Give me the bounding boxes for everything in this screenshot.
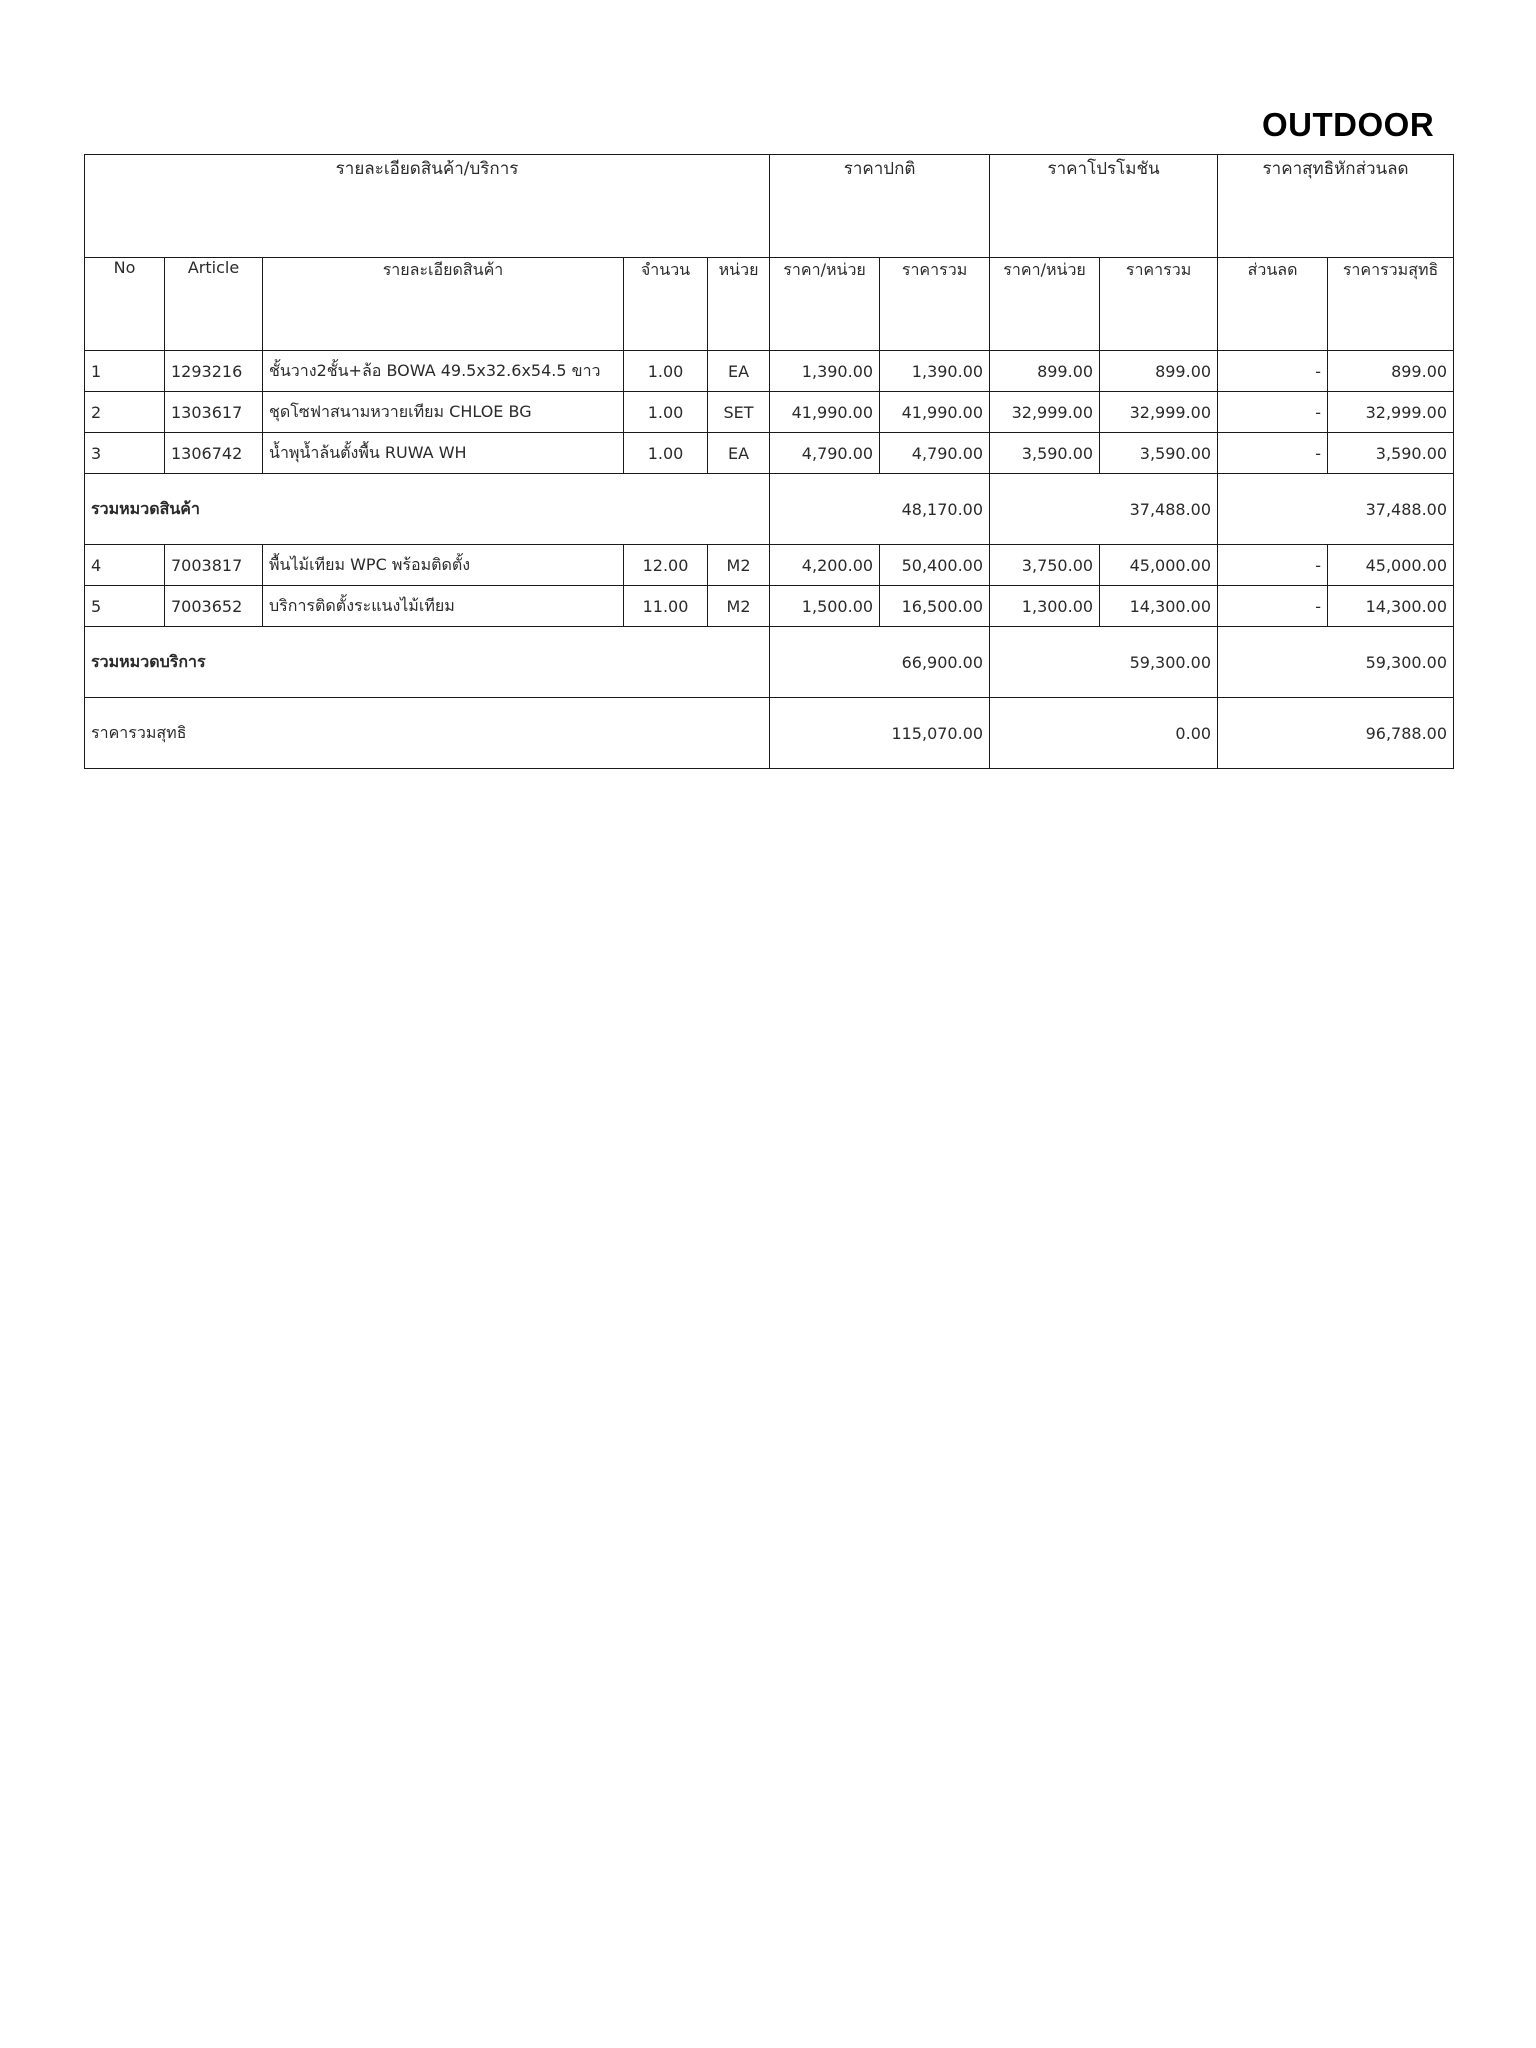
service-subtotal-row	[85, 627, 1454, 698]
cell-reg-unit-price: 1,390.00	[770, 351, 880, 392]
table-row	[85, 351, 1454, 392]
grand-total-row	[85, 698, 1454, 769]
table-row	[85, 392, 1454, 433]
cell-reg-unit-price: 1,500.00	[770, 586, 880, 627]
column-header-article: Article	[165, 258, 263, 351]
group-header-net-price: ราคาสุทธิหักส่วนลด	[1218, 155, 1454, 258]
cell-no: 1	[85, 351, 165, 392]
cell-description: ชั้นวาง2ชั้น+ล้อ BOWA 49.5x32.6x54.5 ขาว	[263, 351, 624, 392]
cell-promo-total: 14,300.00	[1100, 586, 1218, 627]
cell-qty: 1.00	[624, 392, 708, 433]
cell-unit: M2	[708, 545, 770, 586]
cell-description: บริการติดตั้งระแนงไม้เทียม	[263, 586, 624, 627]
grand-total-net-total: 96,788.00	[1218, 698, 1454, 769]
column-header-promo-unit-price: ราคา/หน่วย	[990, 258, 1100, 351]
service-subtotal-promo-total: 59,300.00	[990, 627, 1218, 698]
cell-article: 7003817	[165, 545, 263, 586]
cell-discount: -	[1218, 433, 1328, 474]
cell-reg-unit-price: 4,200.00	[770, 545, 880, 586]
cell-article: 1293216	[165, 351, 263, 392]
column-header-unit: หน่วย	[708, 258, 770, 351]
column-header-discount: ส่วนลด	[1218, 258, 1328, 351]
group-header-promo-price: ราคาโปรโมชัน	[990, 155, 1218, 258]
cell-net-total: 14,300.00	[1328, 586, 1454, 627]
cell-net-total: 32,999.00	[1328, 392, 1454, 433]
product-subtotal-promo-total: 37,488.00	[990, 474, 1218, 545]
column-header-qty: จำนวน	[624, 258, 708, 351]
cell-promo-total: 32,999.00	[1100, 392, 1218, 433]
cell-qty: 11.00	[624, 586, 708, 627]
table-row	[85, 586, 1454, 627]
cell-discount: -	[1218, 545, 1328, 586]
cell-reg-unit-price: 4,790.00	[770, 433, 880, 474]
cell-promo-unit-price: 3,590.00	[990, 433, 1100, 474]
cell-net-total: 899.00	[1328, 351, 1454, 392]
cell-promo-total: 899.00	[1100, 351, 1218, 392]
cell-no: 5	[85, 586, 165, 627]
cell-reg-unit-price: 41,990.00	[770, 392, 880, 433]
grand-total-label: ราคารวมสุทธิ	[85, 698, 770, 769]
cell-qty: 1.00	[624, 433, 708, 474]
page-title: OUTDOOR	[1262, 106, 1435, 143]
cell-unit: SET	[708, 392, 770, 433]
cell-description: น้ำพุน้ำล้นตั้งพื้น RUWA WH	[263, 433, 624, 474]
column-header-description: รายละเอียดสินค้า	[263, 258, 624, 351]
cell-no: 2	[85, 392, 165, 433]
cell-promo-unit-price: 32,999.00	[990, 392, 1100, 433]
cell-article: 1306742	[165, 433, 263, 474]
cell-promo-unit-price: 899.00	[990, 351, 1100, 392]
cell-reg-total: 16,500.00	[880, 586, 990, 627]
cell-unit: EA	[708, 351, 770, 392]
cell-no: 3	[85, 433, 165, 474]
grand-total-promo-total: 0.00	[990, 698, 1218, 769]
cell-reg-total: 4,790.00	[880, 433, 990, 474]
product-subtotal-net-total: 37,488.00	[1218, 474, 1454, 545]
cell-discount: -	[1218, 586, 1328, 627]
column-header-reg-unit-price: ราคา/หน่วย	[770, 258, 880, 351]
cell-promo-unit-price: 3,750.00	[990, 545, 1100, 586]
column-header-no: No	[85, 258, 165, 351]
cell-description: ชุดโซฟาสนามหวายเทียม CHLOE BG	[263, 392, 624, 433]
cell-promo-total: 45,000.00	[1100, 545, 1218, 586]
service-subtotal-label: รวมหมวดบริการ	[85, 627, 770, 698]
product-subtotal-row	[85, 474, 1454, 545]
cell-article: 7003652	[165, 586, 263, 627]
service-subtotal-net-total: 59,300.00	[1218, 627, 1454, 698]
product-subtotal-reg-total: 48,170.00	[770, 474, 990, 545]
column-header-reg-total: ราคารวม	[880, 258, 990, 351]
cell-reg-total: 41,990.00	[880, 392, 990, 433]
service-subtotal-reg-total: 66,900.00	[770, 627, 990, 698]
cell-discount: -	[1218, 351, 1328, 392]
column-header-net-total: ราคารวมสุทธิ	[1328, 258, 1454, 351]
table-row	[85, 545, 1454, 586]
cell-discount: -	[1218, 392, 1328, 433]
cell-unit: M2	[708, 586, 770, 627]
cell-no: 4	[85, 545, 165, 586]
cell-article: 1303617	[165, 392, 263, 433]
column-header-promo-total: ราคารวม	[1100, 258, 1218, 351]
product-subtotal-label: รวมหมวดสินค้า	[85, 474, 770, 545]
cell-qty: 12.00	[624, 545, 708, 586]
quotation-table	[84, 154, 1454, 769]
cell-promo-total: 3,590.00	[1100, 433, 1218, 474]
cell-net-total: 3,590.00	[1328, 433, 1454, 474]
cell-qty: 1.00	[624, 351, 708, 392]
group-header-regular-price: ราคาปกติ	[770, 155, 990, 258]
cell-net-total: 45,000.00	[1328, 545, 1454, 586]
cell-unit: EA	[708, 433, 770, 474]
grand-total-reg-total: 115,070.00	[770, 698, 990, 769]
cell-reg-total: 50,400.00	[880, 545, 990, 586]
cell-description: พื้นไม้เทียม WPC พร้อมติดตั้ง	[263, 545, 624, 586]
cell-reg-total: 1,390.00	[880, 351, 990, 392]
cell-promo-unit-price: 1,300.00	[990, 586, 1100, 627]
group-header-details: รายละเอียดสินค้า/บริการ	[85, 155, 770, 258]
table-row	[85, 433, 1454, 474]
